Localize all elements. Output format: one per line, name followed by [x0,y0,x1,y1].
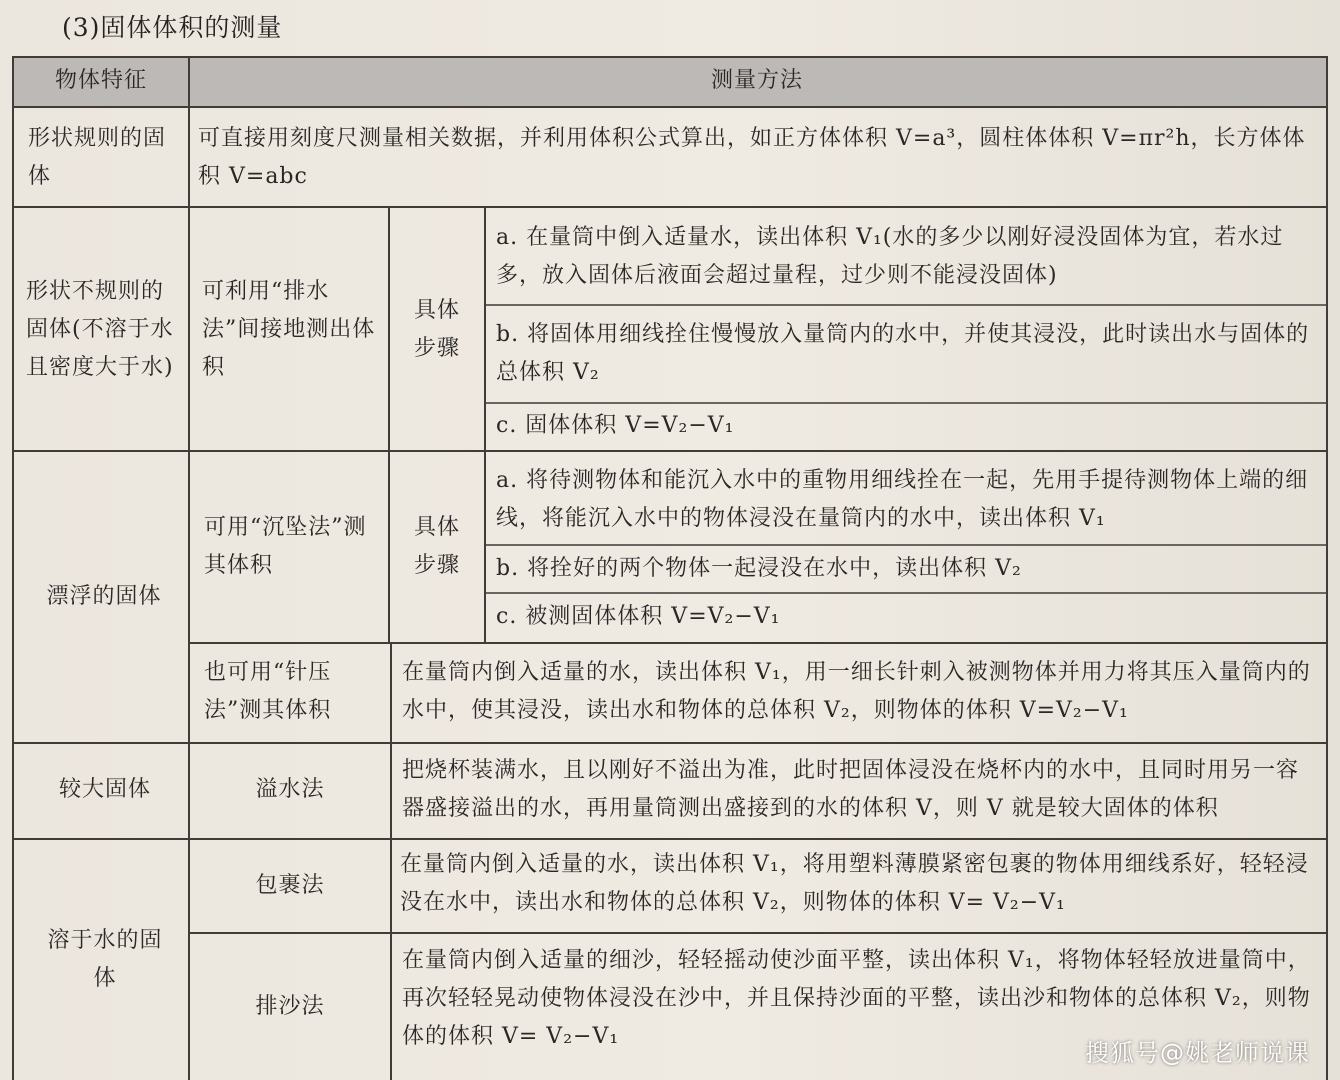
soluble-method2 [192,934,388,1080]
header-feature-label: 物体特征 [54,68,147,93]
irregular-method [202,212,382,448]
irregular-step-b [496,306,1314,402]
rule-regular-bottom [12,206,1328,208]
soluble-desc1-text: 在量筒内倒入适量的水，读出体积 V₁，将用塑料薄膜紧密包裹的物体用细线系好，轻轻浸没在水中，读出水和物体的总体积 V₂，则物体的体积 V= V₂−V₁ [400,852,1309,915]
irregular-feature-text: 形状不规则的固体(不溶于水且密度大于水) [26,279,174,380]
rule-float-method-split [190,642,1328,644]
large-feature [20,744,190,836]
floating-feature-text: 漂浮的固体 [46,584,162,609]
floating-steps-label-text: 具体步骤 [413,515,460,578]
rule-irr-b [486,402,1328,404]
floating-feature [20,452,188,742]
header-method-label: 测量方法 [710,68,803,93]
large-method [192,744,388,836]
irregular-step-c-text: c. 固体体积 V=V₂−V₁ [496,413,735,438]
irregular-feature [26,212,178,448]
regular-feature-text: 形状规则的固体 [28,126,167,189]
floating-method2-text: 也可用“针压法”测其体积 [204,660,332,723]
rule-right [1326,56,1328,1080]
floating-method2-desc [402,644,1314,740]
header-feature [14,56,188,106]
floating-method1-text: 可用“沉坠法”测其体积 [204,515,367,578]
rule-left [12,56,14,1080]
rule-float-a [486,544,1328,546]
large-method-text: 溢水法 [255,777,325,802]
rule-large-bottom [12,838,1328,840]
rule-irregular-bottom [12,450,1328,452]
irregular-step-b-text: b. 将固体用细线拴住慢慢放入量筒内的水中，并使其浸没，此时读出水与固体的总体积 V₂ [496,322,1310,385]
rule-irr-a [486,304,1328,306]
watermark: 搜狐号@姚老师说课 [1085,1039,1310,1067]
soluble-desc2-text: 在量筒内倒入适量的细沙，轻轻摇动使沙面平整，读出体积 V₁，将物体轻轻放进量筒中，再次轻轻晃动使物体浸没在沙中，并且保持沙面的平整，读出沙和物体的总体积 V₂，则物体的体积 V= V₂−V₁ [402,948,1311,1049]
regular-feature [24,112,184,204]
floating-step-a-text: a. 将待测物体和能沉入水中的重物用细线拴在一起，先用手提待测物体上端的细线，将能沉入水中的物体浸没在量筒内的水中，读出体积 V₁ [496,468,1309,531]
rule-col1 [188,56,190,1080]
soluble-feature-text: 溶于水的固体 [47,928,163,991]
floating-method2 [204,644,384,740]
floating-steps-label [404,454,470,640]
floating-step-a [496,456,1314,544]
irregular-method-text: 可利用“排水法”间接地测出体积 [202,279,376,380]
floating-method1 [204,454,384,640]
floating-step-b [496,546,1314,592]
rule-col2 [388,206,390,642]
rule-top [12,56,1328,58]
soluble-method2-text: 排沙法 [255,994,325,1019]
rule-header-bottom [12,106,1328,108]
regular-method [198,112,1314,204]
irregular-step-c [496,404,1314,448]
soluble-feature [40,840,170,1080]
rule-floating-bottom [12,742,1328,744]
floating-step-c [496,594,1314,640]
large-feature-text: 较大固体 [58,777,151,802]
floating-step-c-text: c. 被测固体体积 V=V₂−V₁ [496,604,781,629]
header-method [188,56,1326,106]
rule-col3 [484,206,486,642]
regular-method-text: 可直接用刻度尺测量相关数据，并利用体积公式算出，如正方体体积 V=a³，圆柱体体积 V=πr²h，长方体体积 V=abc [198,126,1306,189]
soluble-method1-text: 包裹法 [255,873,325,898]
soluble-method1 [192,840,388,932]
floating-step-b-text: b. 将拴好的两个物体一起浸没在水中，读出体积 V₂ [496,556,1022,581]
rule-col2-lower [390,642,392,1080]
rule-float-b [486,592,1328,594]
irregular-step-a-text: a. 在量筒中倒入适量水，读出体积 V₁(水的多少以刚好浸没固体为宜，若水过多，放入固体后液面会超过量程，过少则不能浸没固体) [496,225,1284,288]
rule-soluble-split [190,932,1328,934]
large-desc [402,744,1314,836]
irregular-steps-label [404,212,470,448]
irregular-steps-label-text: 具体步骤 [413,298,460,361]
floating-method2-desc-text: 在量筒内倒入适量的水，读出体积 V₁，用一细长针刺入被测物体并用力将其压入量筒内的水中，使其浸没，读出水和物体的总体积 V₂，则物体的体积 V=V₂−V₁ [402,660,1311,723]
soluble-desc1 [400,838,1314,930]
section-title: (3)固体体积的测量 [62,13,283,42]
irregular-step-a [496,210,1314,304]
large-desc-text: 把烧杯装满水，且以刚好不溢出为准，此时把固体浸没在烧杯内的水中，且同时用另一容器盛接溢出的水，再用量筒测出盛接到的水的体积 V，则 V 就是较大固体的体积 [402,758,1300,821]
